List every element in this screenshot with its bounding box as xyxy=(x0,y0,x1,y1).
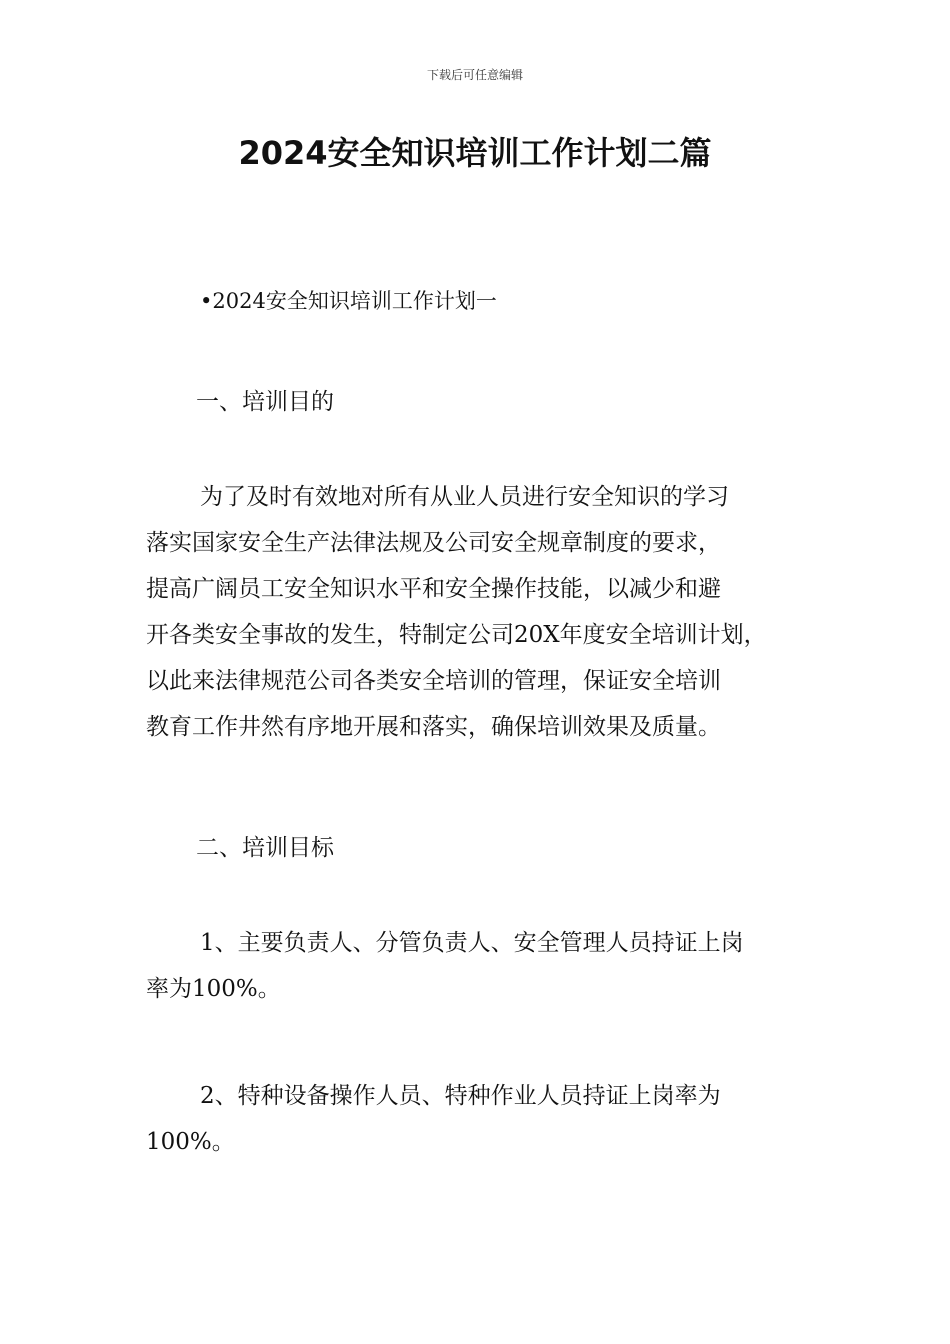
paragraph-line: 开各类安全事故的发生，特制定公司20X年度安全培训计划， xyxy=(146,622,767,648)
section-heading-goals: 二、培训目标 xyxy=(196,835,334,861)
paragraph-line: 率为100%。 xyxy=(146,976,281,1002)
goal-item-1 xyxy=(146,920,811,1012)
paragraph-line: 1、主要负责人、分管负责人、安全管理人员持证上岗 xyxy=(200,930,744,956)
paragraph-line: 以此来法律规范公司各类安全培训的管理，保证安全培训 xyxy=(146,668,721,694)
section-heading-purpose: 一、培训目的 xyxy=(196,389,334,415)
header-note: 下载后可任意编辑 xyxy=(426,68,523,82)
paragraph-line: 教育工作井然有序地开展和落实，确保培训效果及质量。 xyxy=(146,714,721,740)
paragraph-line: 为了及时有效地对所有从业人员进行安全知识的学习 xyxy=(200,484,729,510)
paragraph-line: 2、特种设备操作人员、特种作业人员持证上岗率为 xyxy=(200,1083,721,1109)
document-title: 2024安全知识培训工作计划二篇 xyxy=(238,134,712,172)
purpose-paragraph xyxy=(146,474,811,750)
paragraph-line: 100%。 xyxy=(146,1129,235,1155)
goal-item-2 xyxy=(146,1073,811,1165)
paragraph-line: 提高广阔员工安全知识水平和安全操作技能，以减少和避 xyxy=(146,576,721,602)
paragraph-line: 落实国家安全生产法律法规及公司安全规章制度的要求， xyxy=(146,530,721,556)
plan-heading: •2024安全知识培训工作计划一 xyxy=(200,289,497,313)
